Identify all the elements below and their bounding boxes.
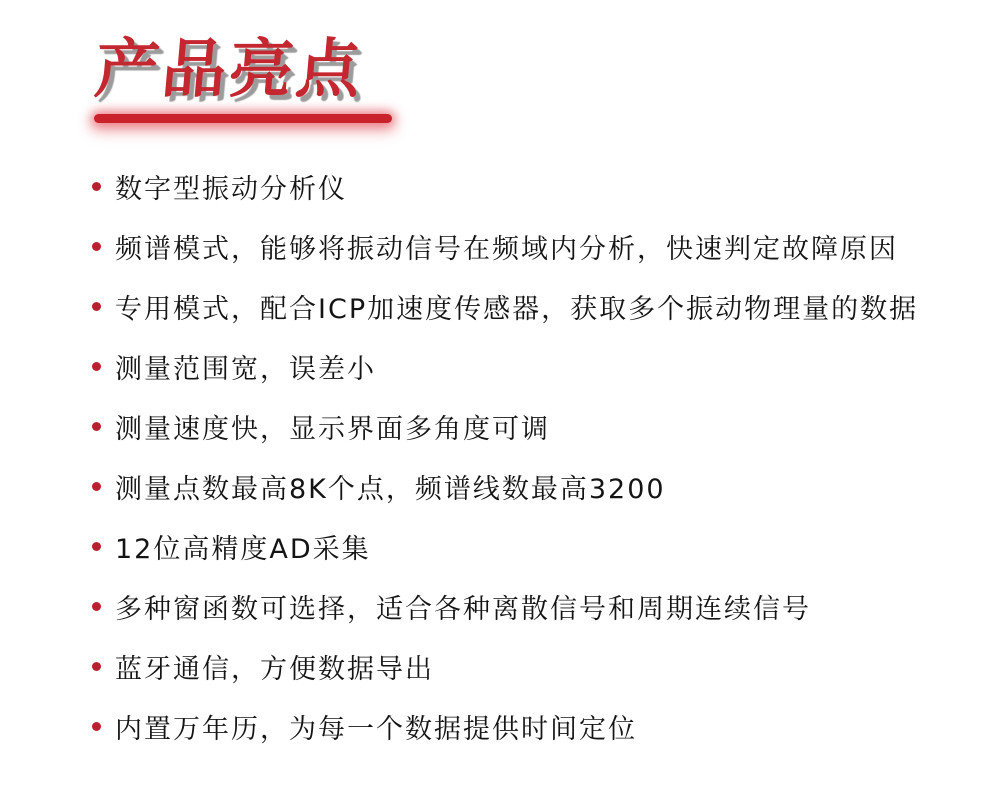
bullet-icon: [92, 242, 101, 251]
list-item: [92, 576, 918, 636]
highlight-text: 测量速度快，显示界面多角度可调: [115, 413, 550, 445]
bullet-icon: [92, 602, 101, 611]
bullet-icon: [92, 542, 101, 551]
highlight-text: 测量点数最高8K个点，频谱线数最高3200: [115, 473, 666, 505]
bullet-icon: [92, 722, 101, 731]
highlight-list: [92, 156, 918, 756]
page-title: 产品亮点: [91, 33, 367, 107]
list-item: [92, 216, 918, 276]
bullet-icon: [92, 302, 101, 311]
header: [91, 33, 392, 123]
bullet-icon: [92, 362, 101, 371]
highlight-text: 多种窗函数可选择，适合各种离散信号和周期连续信号: [115, 593, 811, 625]
highlight-text: 频谱模式，能够将振动信号在频域内分析，快速判定故障原因: [115, 233, 898, 265]
bullet-icon: [92, 422, 101, 431]
highlight-text: 数字型振动分析仪: [115, 173, 347, 205]
list-item: [92, 696, 918, 756]
list-item: [92, 636, 918, 696]
list-item: [92, 396, 918, 456]
highlight-text: 专用模式，配合ICP加速度传感器，获取多个振动物理量的数据: [115, 293, 919, 325]
bullet-icon: [92, 182, 101, 191]
highlight-text: 测量范围宽，误差小: [115, 353, 376, 385]
list-item: [92, 456, 918, 516]
list-item: [92, 516, 918, 576]
title-underline: [94, 114, 392, 123]
highlight-text: 12位高精度AD采集: [115, 533, 371, 565]
list-item: [92, 276, 918, 336]
list-item: [92, 156, 918, 216]
bullet-icon: [92, 482, 101, 491]
highlight-text: 蓝牙通信，方便数据导出: [115, 653, 434, 685]
bullet-icon: [92, 662, 101, 671]
list-item: [92, 336, 918, 396]
highlight-text: 内置万年历，为每一个数据提供时间定位: [115, 713, 637, 745]
